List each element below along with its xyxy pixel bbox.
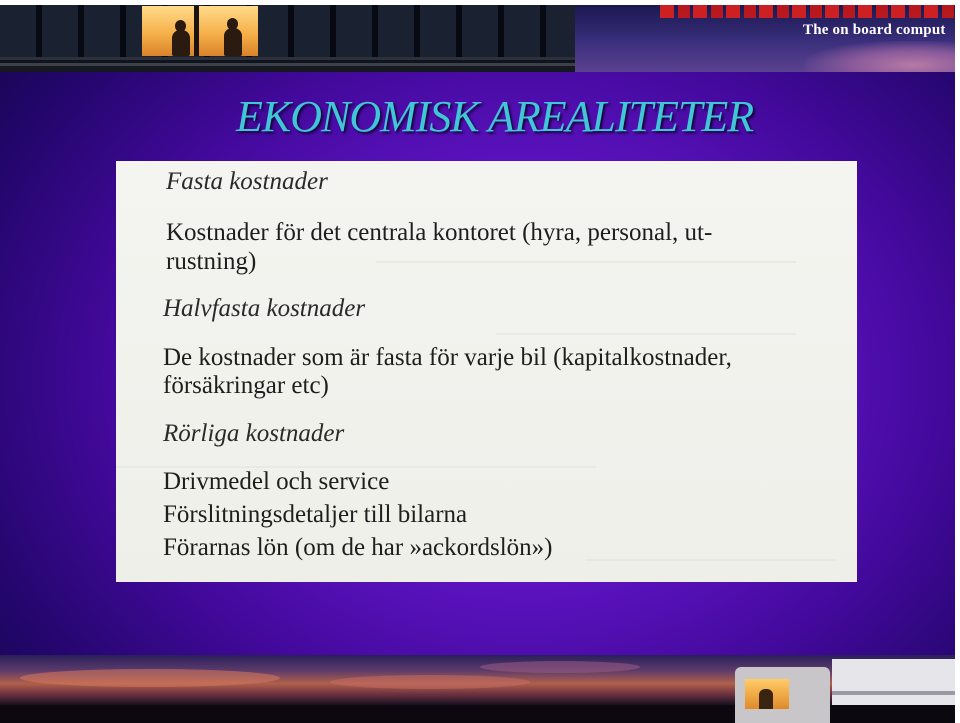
- sunset-cloud: [480, 661, 640, 673]
- top-banner: [0, 5, 955, 72]
- lit-office-window: [142, 6, 258, 56]
- section-heading-semi-fixed-costs: Halvfasta kostnader: [163, 295, 366, 322]
- section-heading-fixed-costs: Fasta kostnader: [166, 168, 328, 195]
- bleed-through-mark: [586, 559, 836, 561]
- section-text-line: rustning): [166, 248, 257, 275]
- sunset-cloud: [330, 675, 530, 689]
- sky-cloud: [805, 41, 955, 72]
- slide: [0, 5, 955, 723]
- section-text-line: Kostnader för det centrala kontoret (hyra, personal, ut-: [166, 219, 713, 246]
- truck-cab: [735, 667, 830, 723]
- bottom-banner-sunset-image: [0, 655, 955, 723]
- section-text-line: De kostnader som är fasta för varje bil (kapitalkostnader,: [163, 344, 732, 371]
- bleed-through-mark: [376, 261, 796, 263]
- building-facade-image: [0, 5, 575, 72]
- brand-logo-fragment: [660, 5, 955, 18]
- section-text-line: försäkringar etc): [163, 372, 329, 399]
- person-silhouette: [172, 30, 190, 56]
- facade-band: [0, 57, 575, 72]
- section-text-line: Förarnas lön (om de har »ackordslön»): [163, 534, 553, 561]
- truck-driver-silhouette: [759, 689, 773, 709]
- person-head: [227, 18, 238, 30]
- window-mullion: [194, 6, 199, 56]
- office-windows: [0, 5, 575, 57]
- section-text-line: Drivmedel och service: [163, 468, 390, 495]
- person-silhouette: [224, 28, 242, 56]
- bleed-through-mark: [496, 333, 796, 335]
- section-heading-variable-costs: Rörliga kostnader: [163, 420, 345, 447]
- section-text-line: Förslitningsdetaljer till bilarna: [163, 501, 468, 528]
- scanned-page-image: [116, 161, 857, 582]
- slide-title: EKONOMISK AREALITETER: [236, 92, 754, 141]
- sunset-cloud: [20, 669, 280, 687]
- brand-tagline: The on board comput: [803, 22, 946, 38]
- truck-stripe: [832, 691, 955, 695]
- truck-trailer: [832, 659, 955, 705]
- person-head: [175, 20, 186, 32]
